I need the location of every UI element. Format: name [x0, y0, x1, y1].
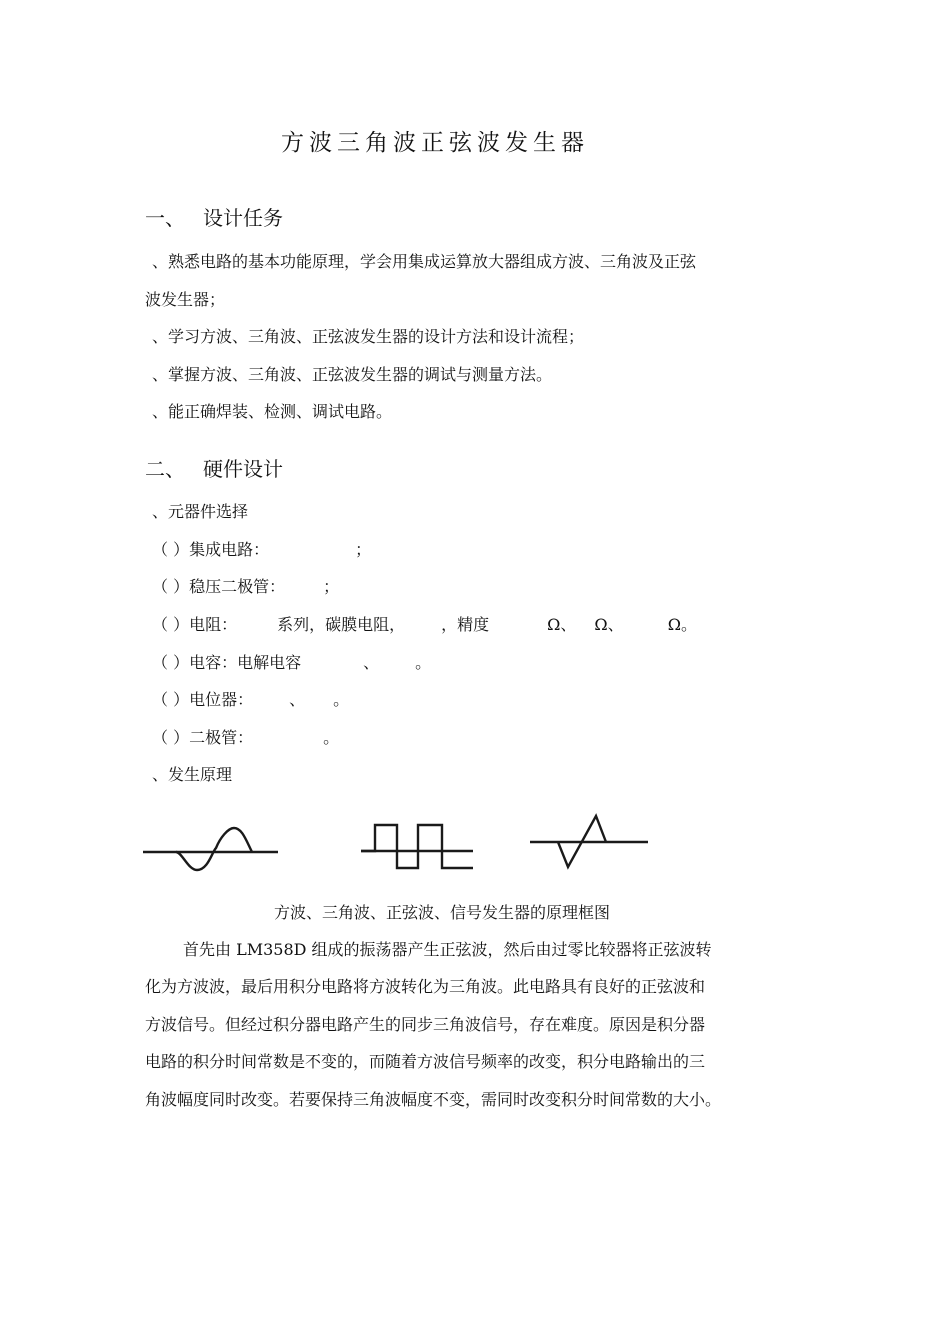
component-zener	[152, 574, 339, 597]
document-title: 方波三角波正弦波发生器	[281, 130, 589, 156]
figure-caption: 方波、三角波、正弦波、信号发生器的原理框图	[274, 903, 611, 922]
square-wave-icon	[359, 820, 477, 874]
task-item: 、能正确焊装、检测、调试电路。	[152, 402, 393, 421]
component-label: （ ）电阻：	[152, 615, 238, 634]
subsection-generation-principle: 、发生原理	[152, 765, 233, 784]
paragraph-line: 角波幅度同时改变。若要保持三角波幅度不变，需同时改变积分时间常数的大小。	[145, 1090, 722, 1109]
component-label: （ ）稳压二极管：	[152, 577, 286, 596]
section-heading-hardware-design	[145, 453, 283, 482]
line-end: 。	[415, 653, 432, 672]
section-number: 一、	[145, 206, 185, 230]
task-item: 、熟悉电路的基本功能原理，学会用集成运算放大器组成方波、三角波及正弦	[152, 252, 697, 271]
task-item: 、掌握方波、三角波、正弦波发生器的调试与测量方法。	[152, 365, 553, 384]
section-heading-design-task	[145, 202, 283, 231]
component-label: （ ）电容：电解电容	[152, 653, 302, 672]
paragraph-line: 电路的积分时间常数是不变的，而随着方波信号频率的改变，积分电路输出的三	[145, 1052, 706, 1071]
line-end: 。	[323, 728, 340, 747]
ohm-value: Ω、	[547, 615, 577, 634]
ohm-value: Ω。	[667, 615, 697, 634]
task-item: 、学习方波、三角波、正弦波发生器的设计方法和设计流程；	[152, 327, 585, 346]
paragraph-line: 方波信号。但经过积分器电路产生的同步三角波信号，存在难度。原因是积分器	[145, 1015, 706, 1034]
resistor-precision: ，精度	[441, 615, 490, 634]
component-label: （ ）电位器：	[152, 690, 254, 709]
resistor-series: 系列，碳膜电阻，	[277, 615, 406, 634]
component-diode	[152, 725, 339, 748]
paragraph-line: 首先由 LM358D 组成的振荡器产生正弦波，然后由过零比较器将正弦波转	[183, 940, 712, 959]
paragraph-line: 化为方波波，最后用积分电路将方波转化为三角波。此电路具有良好的正弦波和	[145, 977, 706, 996]
section-title: 设计任务	[203, 206, 283, 230]
ohm-value: Ω、	[594, 615, 624, 634]
component-capacitor	[152, 650, 431, 673]
line-end: ；	[355, 540, 372, 559]
task-item-continued: 波发生器；	[145, 290, 226, 309]
line-end: 。	[333, 690, 350, 709]
subsection-component-selection: 、元器件选择	[152, 502, 249, 521]
component-ic	[152, 537, 371, 560]
line-end: ；	[323, 577, 340, 596]
component-resistor	[152, 612, 697, 635]
separator: 、	[289, 690, 306, 709]
sine-wave-icon	[142, 818, 282, 878]
triangle-wave-icon	[528, 812, 654, 872]
component-label: （ ）二极管：	[152, 728, 254, 747]
component-potentiometer	[152, 687, 349, 710]
section-title: 硬件设计	[203, 457, 283, 481]
component-label: （ ）集成电路：	[152, 540, 270, 559]
separator: 、	[363, 653, 380, 672]
section-number: 二、	[145, 457, 185, 481]
